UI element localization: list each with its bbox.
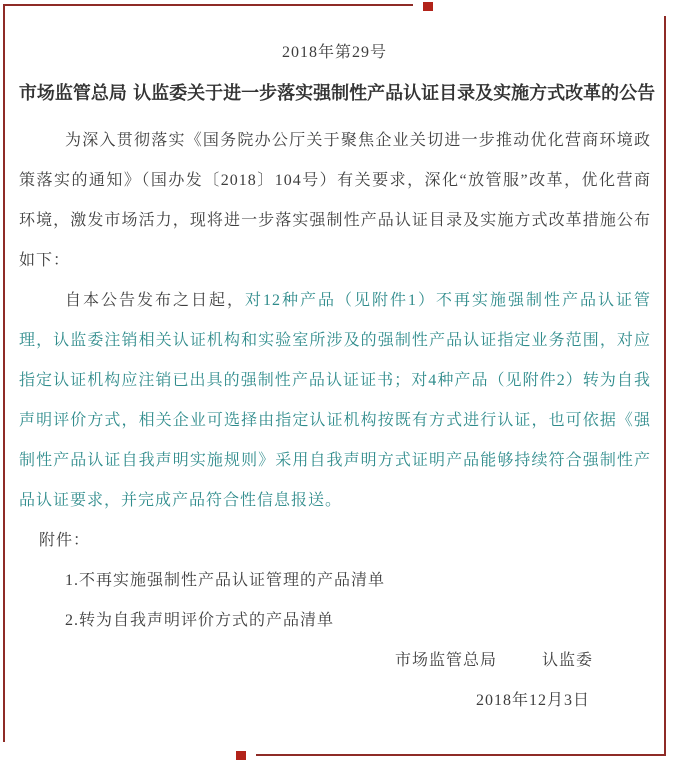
bottom-corner-square <box>236 751 246 760</box>
signature-agency-2: 认监委 <box>541 652 593 669</box>
paragraph-measures <box>19 281 651 521</box>
paragraph-measures-highlight: 对12种产品（见附件1）不再实施强制性产品认证管理，认监委注销相关认证机构和实验室所涉及的强制性产品认证指定业务范围，对应指定认证机构应注销已出具的强制性产品认证证书；对4种产品（见附件2）转为自我声明评价方式，相关企业可选择由指定认证机构按既有方式进行认证，也可依据《强制性产品认证自我声明实施规则》采用自我声明方式证明产品能够持续符合强制性产品认证要求，并完成产品符合性信息报送。 <box>19 292 651 509</box>
doc-number: 2018年第29号 <box>281 44 387 61</box>
top-rule <box>3 4 413 6</box>
page-border-right <box>664 16 666 756</box>
paragraph-measures-lead: 自本公告发布之日起， <box>65 292 245 309</box>
bottom-rule <box>256 754 666 756</box>
attachment-item-1: 1.不再实施强制性产品认证管理的产品清单 <box>65 572 386 589</box>
paragraph-intro: 为深入贯彻落实《国务院办公厅关于聚焦企业关切进一步推动优化营商环境政策落实的通知》（国办发〔2018〕104号）有关要求，深化“放管服”改革，优化营商环境，激发市场活力，现将进一步落实强制性产品认证目录及实施方式改革措施公布如下： <box>19 132 651 269</box>
doc-body <box>19 121 651 721</box>
attachments-label: 附件： <box>39 532 91 549</box>
top-corner-square <box>423 2 433 11</box>
signature-line <box>19 641 651 681</box>
doc-title: 市场监管总局 认监委关于进一步落实强制性产品认证目录及实施方式改革的公告 <box>18 83 656 104</box>
doc-date: 2018年12月3日 <box>475 692 590 709</box>
attachment-item-2: 2.转为自我声明评价方式的产品清单 <box>65 612 335 629</box>
signature-agency-1: 市场监管总局 <box>394 652 497 669</box>
page-border-left <box>3 4 5 742</box>
